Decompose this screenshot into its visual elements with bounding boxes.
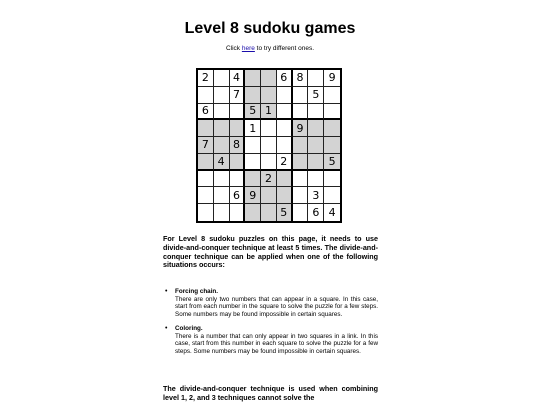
sudoku-cell[interactable] bbox=[198, 171, 214, 188]
sudoku-cell[interactable] bbox=[198, 154, 214, 171]
sudoku-cell[interactable] bbox=[198, 87, 214, 104]
technique-description: There are only two numbers that can appear in a square. In this case, start from each number in the square to solve the puzzle for a few steps. Some numbers may be found impossible in certain squares. bbox=[175, 295, 378, 318]
sudoku-cell[interactable] bbox=[214, 70, 230, 87]
sudoku-cell[interactable] bbox=[214, 104, 230, 121]
sudoku-cell[interactable] bbox=[293, 87, 309, 104]
sudoku-cell[interactable] bbox=[198, 120, 214, 137]
sudoku-cell[interactable] bbox=[293, 104, 309, 121]
sudoku-cell[interactable] bbox=[261, 137, 277, 154]
sudoku-cell[interactable] bbox=[214, 204, 230, 221]
sudoku-cell[interactable] bbox=[261, 87, 277, 104]
sudoku-cell[interactable]: 6 bbox=[198, 104, 214, 121]
sudoku-cell[interactable] bbox=[245, 137, 261, 154]
sudoku-cell[interactable] bbox=[230, 104, 246, 121]
sudoku-cell[interactable] bbox=[230, 120, 246, 137]
sudoku-cell[interactable]: 5 bbox=[277, 204, 293, 221]
sudoku-cell[interactable] bbox=[277, 120, 293, 137]
sudoku-cell[interactable] bbox=[245, 204, 261, 221]
sudoku-cell[interactable] bbox=[214, 137, 230, 154]
sudoku-cell[interactable] bbox=[293, 171, 309, 188]
sudoku-cell[interactable] bbox=[324, 104, 340, 121]
sudoku-cell[interactable] bbox=[324, 187, 340, 204]
sudoku-cell[interactable]: 8 bbox=[293, 70, 309, 87]
sudoku-cell[interactable]: 8 bbox=[230, 137, 246, 154]
sudoku-cell[interactable]: 9 bbox=[293, 120, 309, 137]
sudoku-cell[interactable] bbox=[214, 120, 230, 137]
sudoku-cell[interactable] bbox=[261, 154, 277, 171]
sudoku-cell[interactable] bbox=[277, 137, 293, 154]
sudoku-cell[interactable]: 2 bbox=[261, 171, 277, 188]
sudoku-cell[interactable] bbox=[214, 187, 230, 204]
sudoku-cell[interactable]: 5 bbox=[245, 104, 261, 121]
sudoku-cell[interactable]: 2 bbox=[277, 154, 293, 171]
sudoku-cell[interactable] bbox=[214, 171, 230, 188]
technique-name: Forcing chain. bbox=[175, 288, 219, 295]
sudoku-cell[interactable] bbox=[245, 154, 261, 171]
sudoku-cell[interactable] bbox=[308, 70, 324, 87]
subtitle bbox=[0, 45, 540, 52]
sudoku-cell[interactable] bbox=[214, 87, 230, 104]
sudoku-board bbox=[196, 68, 342, 223]
sudoku-cell[interactable]: 5 bbox=[324, 154, 340, 171]
sudoku-cell[interactable] bbox=[261, 187, 277, 204]
sudoku-cell[interactable]: 3 bbox=[308, 187, 324, 204]
sudoku-cell[interactable] bbox=[230, 171, 246, 188]
subtitle-prefix: Click bbox=[225, 45, 242, 52]
sudoku-cell[interactable]: 9 bbox=[324, 70, 340, 87]
intro-paragraph: For Level 8 sudoku puzzles on this page, it needs to use divide-and-conquer technique at least 5 times. The divide-and-conquer technique can be applied when one of the following situations occurs: bbox=[163, 234, 378, 270]
sudoku-cell[interactable]: 4 bbox=[214, 154, 230, 171]
sudoku-cell[interactable]: 4 bbox=[230, 70, 246, 87]
sudoku-cell[interactable] bbox=[230, 154, 246, 171]
sudoku-cell[interactable] bbox=[308, 171, 324, 188]
sudoku-cell[interactable]: 5 bbox=[308, 87, 324, 104]
sudoku-cell[interactable] bbox=[308, 104, 324, 121]
sudoku-cell[interactable]: 6 bbox=[230, 187, 246, 204]
sudoku-cell[interactable] bbox=[293, 204, 309, 221]
closing-paragraph: The divide-and-conquer technique is used when combining level 1, 2, and 3 techniques cannot solve the bbox=[163, 384, 378, 402]
bullet-icon: • bbox=[165, 288, 168, 295]
page-title: Level 8 sudoku games bbox=[184, 20, 356, 37]
sudoku-cell[interactable] bbox=[261, 70, 277, 87]
technique-description: There is a number that can only appear in two squares in a link. In this case, start from this number in each square to solve the puzzle for a few steps. Some numbers may be found impossible in certain squares. bbox=[175, 332, 378, 355]
sudoku-cell[interactable] bbox=[324, 171, 340, 188]
sudoku-cell[interactable]: 1 bbox=[245, 120, 261, 137]
sudoku-cell[interactable] bbox=[293, 187, 309, 204]
technique-list bbox=[163, 288, 378, 362]
sudoku-cell[interactable] bbox=[324, 137, 340, 154]
sudoku-cell[interactable] bbox=[230, 204, 246, 221]
list-item bbox=[163, 325, 378, 355]
sudoku-cell[interactable]: 7 bbox=[230, 87, 246, 104]
sudoku-cell[interactable] bbox=[277, 187, 293, 204]
sudoku-cell[interactable] bbox=[308, 137, 324, 154]
sudoku-cell[interactable] bbox=[308, 154, 324, 171]
list-item bbox=[163, 288, 378, 318]
sudoku-cell[interactable]: 1 bbox=[261, 104, 277, 121]
subtitle-suffix: to try different ones. bbox=[254, 45, 315, 52]
sudoku-cell[interactable] bbox=[277, 87, 293, 104]
sudoku-cell[interactable] bbox=[245, 87, 261, 104]
sudoku-cell[interactable]: 6 bbox=[277, 70, 293, 87]
sudoku-cell[interactable] bbox=[293, 154, 309, 171]
sudoku-cell[interactable] bbox=[198, 187, 214, 204]
sudoku-cell[interactable] bbox=[245, 171, 261, 188]
sudoku-cell[interactable]: 6 bbox=[308, 204, 324, 221]
sudoku-cell[interactable] bbox=[261, 204, 277, 221]
sudoku-cell[interactable]: 4 bbox=[328, 206, 336, 220]
try-different-link[interactable]: here bbox=[241, 45, 255, 52]
technique-name: Coloring. bbox=[175, 325, 203, 333]
sudoku-cell[interactable] bbox=[324, 87, 340, 104]
sudoku-cell[interactable] bbox=[277, 171, 293, 188]
sudoku-cell[interactable] bbox=[245, 70, 261, 87]
sudoku-cell[interactable] bbox=[198, 204, 214, 221]
sudoku-cell[interactable]: 2 bbox=[198, 70, 214, 87]
sudoku-cell[interactable]: 9 bbox=[245, 187, 261, 204]
bullet-icon: • bbox=[165, 325, 168, 333]
sudoku-cell[interactable] bbox=[277, 104, 293, 121]
sudoku-cell[interactable] bbox=[293, 137, 309, 154]
sudoku-cell[interactable] bbox=[308, 120, 324, 137]
sudoku-cell[interactable] bbox=[261, 120, 277, 137]
sudoku-cell[interactable] bbox=[324, 120, 340, 137]
sudoku-cell[interactable]: 7 bbox=[198, 137, 214, 154]
